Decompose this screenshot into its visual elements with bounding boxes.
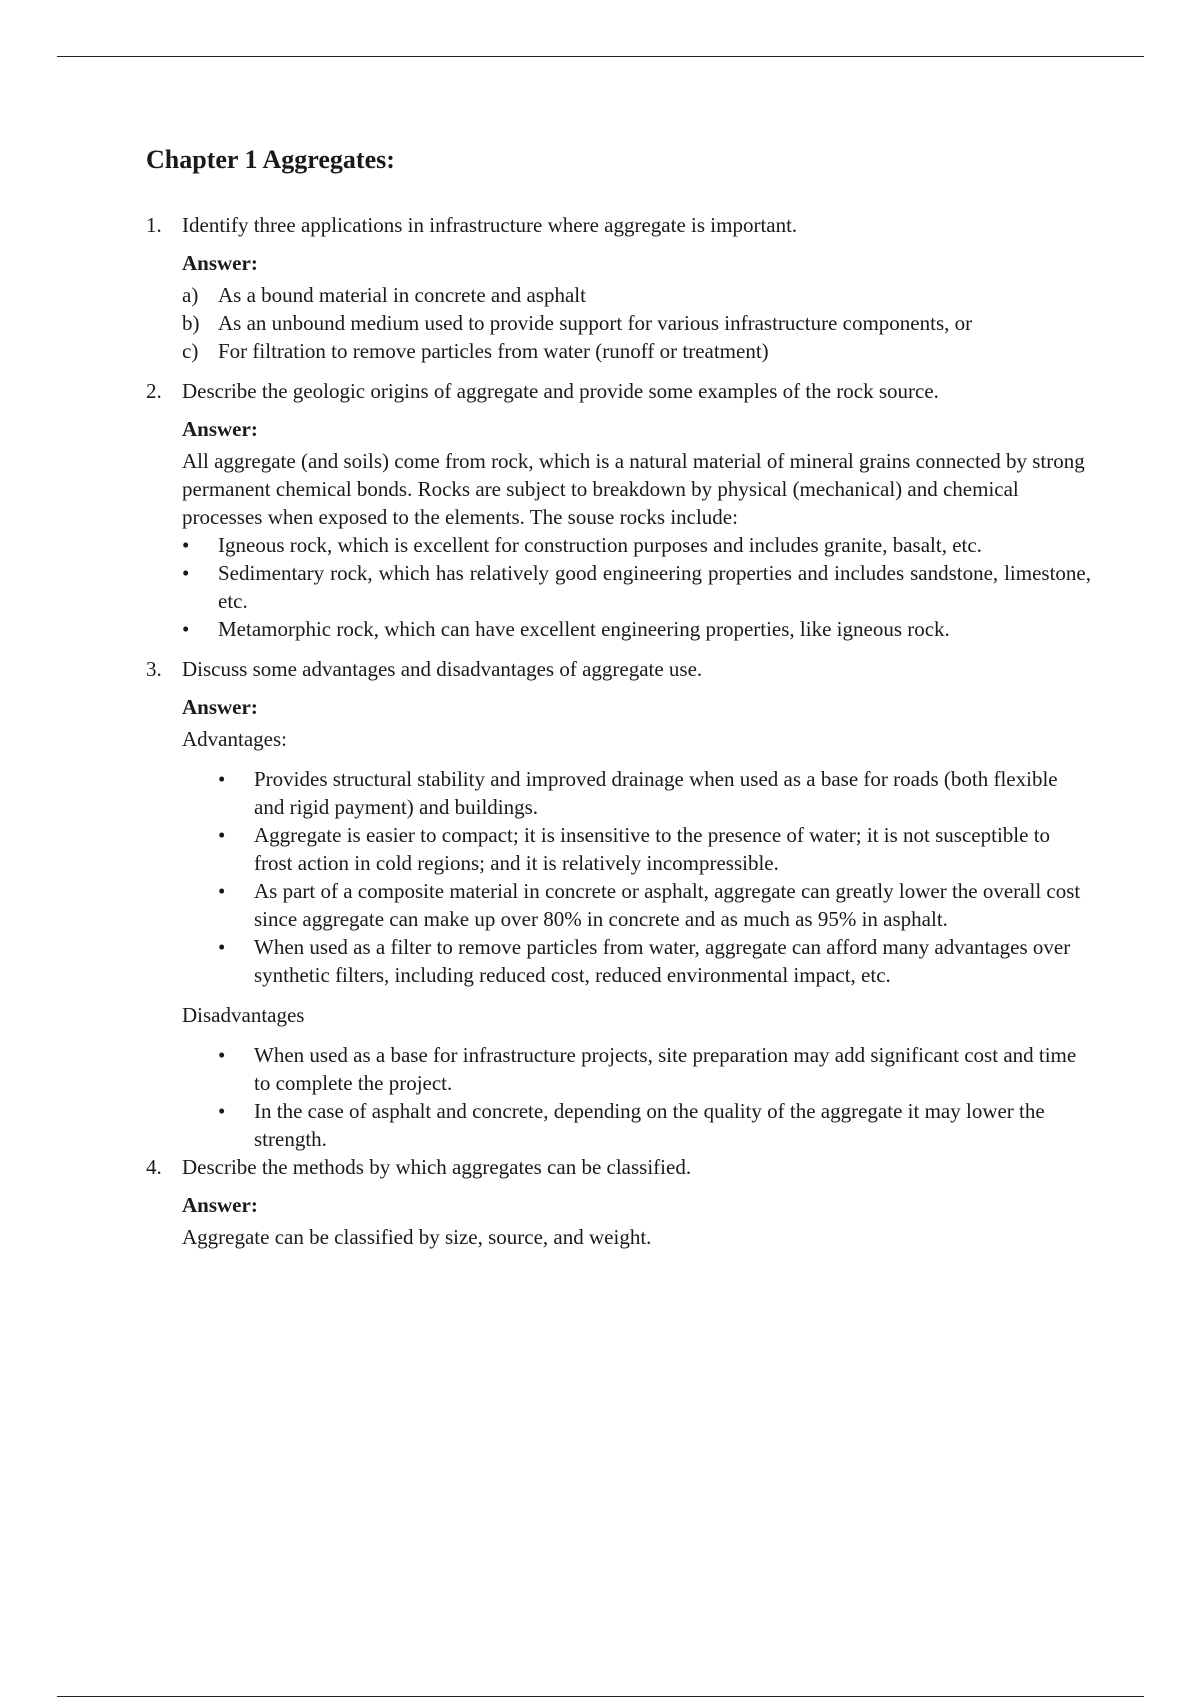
bullet-icon: • xyxy=(182,617,190,641)
list-marker: c) xyxy=(182,339,199,363)
advantages-label: Advantages: xyxy=(182,727,287,751)
bullet-text: Sedimentary rock, which has relatively good engineering properties and includes sandstone, limestone, etc. xyxy=(218,561,1091,613)
answer-label: Answer: xyxy=(182,1193,258,1217)
bullet-text: Igneous rock, which is excellent for construction purposes and includes granite, basalt, etc. xyxy=(218,533,982,557)
list-item-text: As a bound material in concrete and asphalt xyxy=(218,283,586,307)
bullet-icon: • xyxy=(218,767,226,791)
bullet-text: In the case of asphalt and concrete, depending on the quality of the aggregate it may lower the strength. xyxy=(254,1099,1045,1151)
bullet-item xyxy=(182,531,1091,559)
bullet-icon: • xyxy=(218,1099,226,1123)
chapter-title: Chapter 1 Aggregates: xyxy=(146,145,395,174)
bullet-icon: • xyxy=(182,533,190,557)
bullet-item xyxy=(218,765,1091,821)
list-item xyxy=(182,281,1091,309)
bullet-icon: • xyxy=(218,1043,226,1067)
answer-label: Answer: xyxy=(182,417,258,441)
list-item xyxy=(182,309,1091,337)
question-text: Describe the methods by which aggregates can be classified. xyxy=(182,1155,692,1179)
question-text: Discuss some advantages and disadvantages of aggregate use. xyxy=(182,657,703,681)
list-marker: a) xyxy=(182,283,199,307)
bullet-text: When used as a base for infrastructure projects, site preparation may add significant cost and time to complete the project. xyxy=(254,1043,1077,1095)
bullet-text: As part of a composite material in concrete or asphalt, aggregate can greatly lower the overall cost since aggregate can make up over 80% in concrete and as much as 95% in asphalt. xyxy=(254,879,1081,931)
document-page xyxy=(146,143,1091,1251)
top-rule xyxy=(57,56,1144,57)
list-marker: b) xyxy=(182,311,200,335)
advantages-list xyxy=(218,765,1091,989)
question-number: 4. xyxy=(146,1155,162,1179)
question-4 xyxy=(146,1153,1091,1251)
bullet-item xyxy=(182,615,1091,643)
list-item-text: As an unbound medium used to provide support for various infrastructure components, or xyxy=(218,311,973,335)
bullet-item xyxy=(218,877,1091,933)
question-text: Describe the geologic origins of aggregate and provide some examples of the rock source. xyxy=(182,379,939,403)
bullet-icon: • xyxy=(182,561,190,585)
bullet-item xyxy=(182,559,1091,615)
bullet-item xyxy=(218,821,1091,877)
question-2 xyxy=(146,377,1091,643)
bullet-item xyxy=(218,933,1091,989)
bullet-text: Aggregate is easier to compact; it is insensitive to the presence of water; it is not susceptible to frost action in cold regions; and it is relatively incompressible. xyxy=(254,823,1051,875)
question-1 xyxy=(146,211,1091,365)
answer-paragraph: All aggregate (and soils) come from rock, which is a natural material of mineral grains connected by strong permanent chemical bonds. Rocks are subject to breakdown by physical (mechanical) and chemical processes when exposed to the elements. The souse rocks include: xyxy=(182,449,1085,529)
bullet-item xyxy=(218,1041,1091,1097)
disadvantages-label: Disadvantages xyxy=(182,1003,305,1027)
list-item xyxy=(182,337,1091,365)
question-number: 1. xyxy=(146,213,162,237)
bullet-text: Provides structural stability and improved drainage when used as a base for roads (both flexible and rigid payment) and buildings. xyxy=(254,767,1058,819)
bullet-item xyxy=(218,1097,1091,1153)
question-number: 2. xyxy=(146,379,162,403)
question-text: Identify three applications in infrastructure where aggregate is important. xyxy=(182,213,798,237)
bullet-text: Metamorphic rock, which can have excellent engineering properties, like igneous rock. xyxy=(218,617,950,641)
disadvantages-list xyxy=(218,1041,1091,1153)
bullet-text: When used as a filter to remove particles from water, aggregate can afford many advantages over synthetic filters, including reduced cost, reduced environmental impact, etc. xyxy=(254,935,1071,987)
list-item-text: For filtration to remove particles from water (runoff or treatment) xyxy=(218,339,769,363)
bullet-icon: • xyxy=(218,879,226,903)
answer-paragraph: Aggregate can be classified by size, source, and weight. xyxy=(182,1225,652,1249)
answer-label: Answer: xyxy=(182,695,258,719)
question-3 xyxy=(146,655,1091,1153)
bullet-icon: • xyxy=(218,935,226,959)
question-number: 3. xyxy=(146,657,162,681)
bullet-icon: • xyxy=(218,823,226,847)
answer-label: Answer: xyxy=(182,251,258,275)
bottom-rule xyxy=(57,1696,1144,1697)
